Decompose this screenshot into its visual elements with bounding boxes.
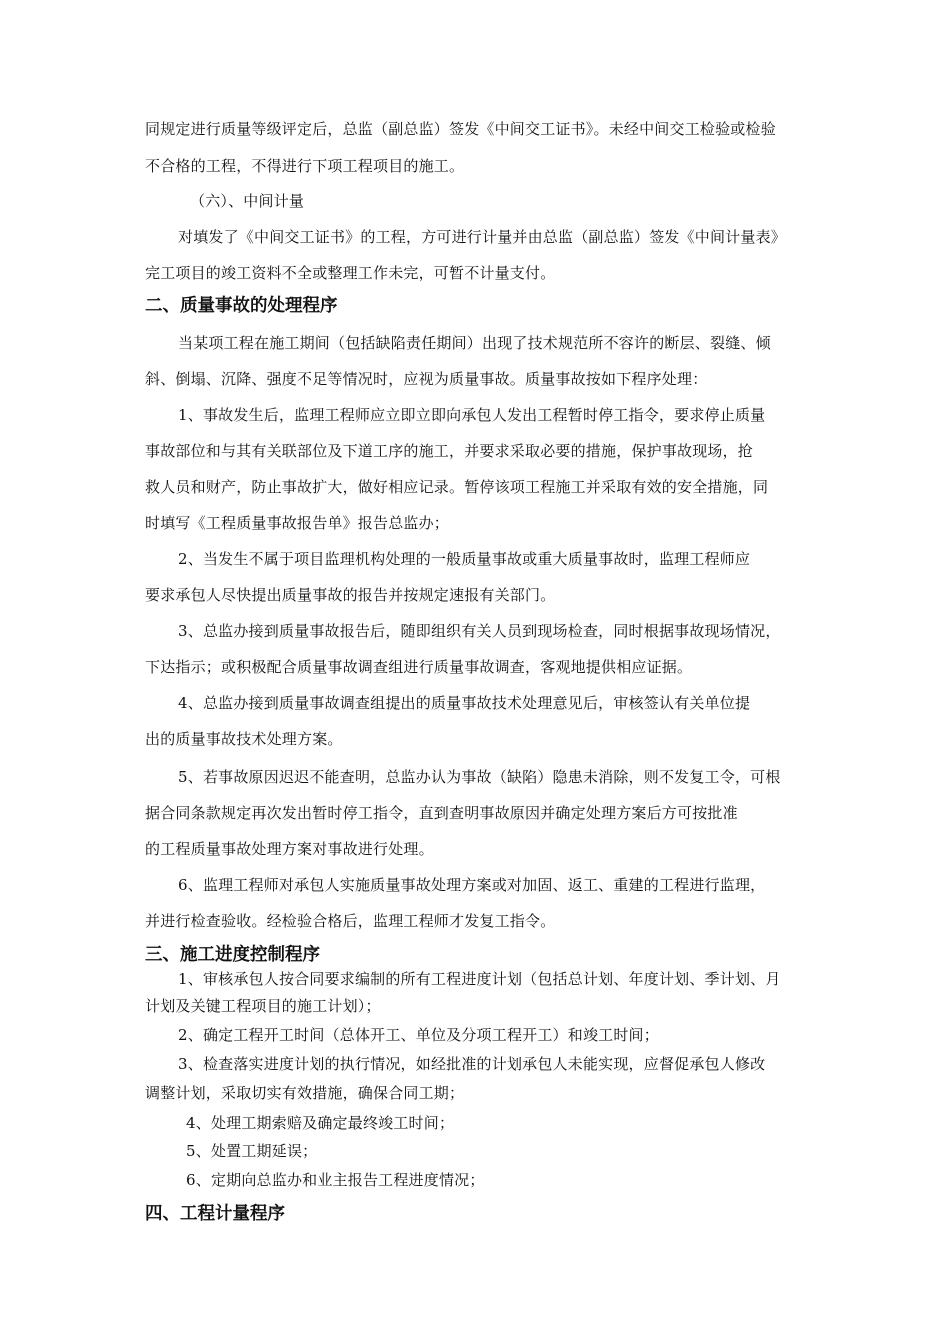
text-line: 要求承包人尽快提出质量事故的报告并按规定速报有关部门。 xyxy=(145,586,556,604)
text-line: 时填写《工程质量事故报告单》报告总监办； xyxy=(145,514,450,532)
text-line: 3、检查落实进度计划的执行情况，如经批准的计划承包人未能实现，应督促承包人修改 xyxy=(178,1055,766,1073)
section-heading: 二、质量事故的处理程序 xyxy=(145,296,338,316)
text-line: 不合格的工程，不得进行下项工程项目的施工。 xyxy=(145,157,465,175)
text-line: 的工程质量事故处理方案对事故进行处理。 xyxy=(145,840,434,858)
text-line: 斜、倒塌、沉降、强度不足等情况时，应视为质量事故。质量事故按如下程序处理： xyxy=(145,370,708,388)
text-line: 3、总监办接到质量事故报告后，随即组织有关人员到现场检查，同时根据事故现场情况， xyxy=(178,622,781,640)
subheading: （六）、中间计量 xyxy=(190,192,305,210)
text-line: 计划及关键工程项目的施工计划）； xyxy=(145,997,381,1015)
text-line: 5、处置工期延误； xyxy=(186,1142,318,1160)
text-line: 下达指示；或积极配合质量事故调查组进行质量事故调查，客观地提供相应证据。 xyxy=(145,658,693,676)
text-line: 4、处理工期索赔及确定最终竣工时间； xyxy=(186,1114,455,1132)
text-line: 对填发了《中间交工证书》的工程，方可进行计量并由总监（副总监）签发《中间计量表》 xyxy=(178,228,787,246)
text-line: 救人员和财产，防止事故扩大，做好相应记录。暂停该项工程施工并采取有效的安全措施，同 xyxy=(145,478,769,496)
text-line: 1、事故发生后，监理工程师应立即立即向承包人发出工程暂时停工指令，要求停止质量 xyxy=(178,406,766,424)
section-heading: 三、施工进度控制程序 xyxy=(145,945,320,965)
text-line: 6、监理工程师对承包人实施质量事故处理方案或对加固、返工、重建的工程进行监理， xyxy=(178,876,766,894)
text-line: 事故部位和与其有关联部位及下道工序的施工，并要求采取必要的措施，保护事故现场，抢 xyxy=(145,442,754,460)
text-line: 4、总监办接到质量事故调查组提出的质量事故技术处理意见后，审核签认有关单位提 xyxy=(178,694,751,712)
text-line: 完工项目的竣工资料不全或整理工作未完，可暂不计量支付。 xyxy=(145,264,556,282)
text-line: 5、若事故原因迟迟不能查明，总监办认为事故（缺陷）隐患未消除，则不发复工令，可根 xyxy=(178,768,781,786)
text-line: 1、审核承包人按合同要求编制的所有工程进度计划（包括总计划、年度计划、季计划、月 xyxy=(178,970,781,988)
text-line: 调整计划，采取切实有效措施，确保合同工期； xyxy=(145,1084,465,1102)
text-line: 出的质量事故技术处理方案。 xyxy=(145,730,343,748)
text-line: 当某项工程在施工期间（包括缺陷责任期间）出现了技术规范所不容许的断层、裂缝、倾 xyxy=(178,334,771,352)
text-line: 2、当发生不属于项目监理机构处理的一般质量事故或重大质量事故时，监理工程师应 xyxy=(178,550,751,568)
text-line: 同规定进行质量等级评定后，总监（副总监）签发《中间交工证书》。未经中间交工检验或检验 xyxy=(145,120,776,138)
text-line: 6、定期向总监办和业主报告工程进度情况； xyxy=(186,1171,485,1189)
section-heading: 四、工程计量程序 xyxy=(145,1204,285,1224)
text-line: 2、确定工程开工时间（总体开工、单位及分项工程开工）和竣工时间； xyxy=(178,1026,659,1044)
text-line: 并进行检查验收。经检验合格后，监理工程师才发复工指令。 xyxy=(145,912,556,930)
text-line: 据合同条款规定再次发出暂时停工指令，直到查明事故原因并确定处理方案后方可按批准 xyxy=(145,804,738,822)
